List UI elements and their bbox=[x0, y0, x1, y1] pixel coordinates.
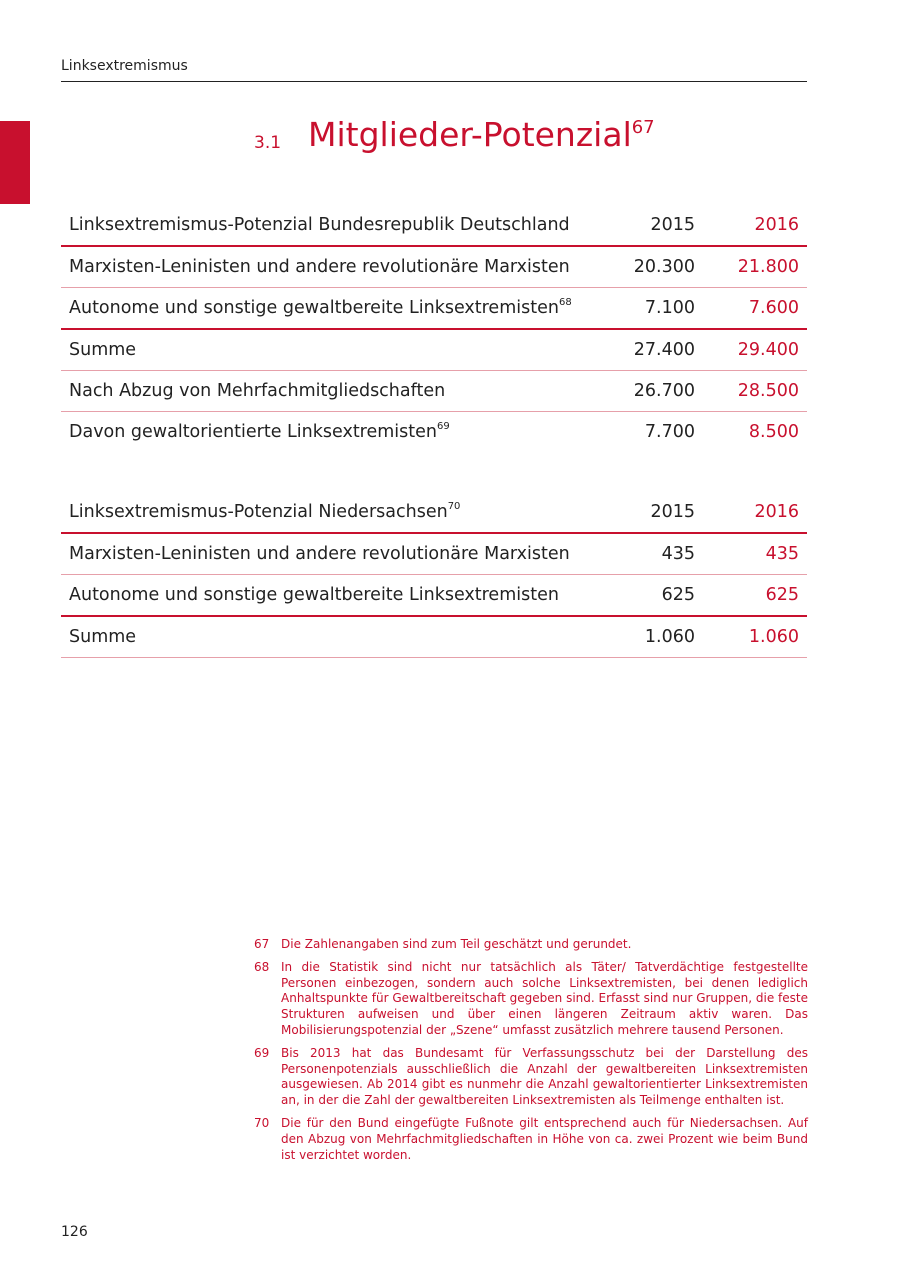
footnote-ref-67[interactable]: 67 bbox=[631, 117, 655, 138]
table-row bbox=[61, 246, 807, 288]
table-potenzial-niedersachsen bbox=[61, 492, 807, 658]
footnote-text: Bis 2013 hat das Bundesamt für Verfassungsschutz bei der Darstellung des Personenpotenzials ausschließlich die Anzahl der gewaltbereiten Linksextremisten ausgewiesen. Ab 2014 gibt es nunmehr die Anzahl gewaltorientierter Linksextremisten an, in der die Zahl der gewaltbereiten Linksextremisten als Teilmenge enthalten ist. bbox=[281, 1045, 808, 1108]
table-row-sum bbox=[61, 329, 807, 371]
section-title bbox=[308, 115, 655, 154]
page-number: 126 bbox=[61, 1224, 88, 1240]
footnote-70 bbox=[254, 1116, 808, 1163]
table-header-row bbox=[61, 205, 807, 246]
section-title-text: Mitglieder-Potenzial bbox=[308, 115, 632, 154]
table-row-sum bbox=[61, 616, 807, 658]
footnote-text: Die für den Bund eingefügte Fußnote gilt entsprechend auch für Niedersachsen. Auf den Abzug von Mehrfachmitgliedschaften in Höhe von ca. zwei Prozent wie beim Bund ist verzichtet worden. bbox=[281, 1115, 808, 1162]
section-number: 3.1 bbox=[254, 133, 282, 153]
value-2015: 1.060 bbox=[595, 616, 695, 658]
table-row bbox=[61, 371, 807, 412]
table-header-label-text: Linksextremismus-Potenzial Niedersachsen bbox=[69, 502, 448, 522]
row-label-text: Davon gewaltorientierte Linksextremisten bbox=[69, 422, 438, 442]
row-label bbox=[61, 412, 595, 453]
value-2016: 28.500 bbox=[695, 371, 807, 412]
value-2015: 20.300 bbox=[595, 246, 695, 288]
footnote-67 bbox=[254, 937, 808, 953]
table-row bbox=[61, 288, 807, 330]
table-potenzial-bund bbox=[61, 205, 807, 452]
value-2015: 27.400 bbox=[595, 329, 695, 371]
year-2016-header: 2016 bbox=[695, 205, 807, 246]
footnote-number: 68 bbox=[254, 959, 270, 974]
table-row bbox=[61, 533, 807, 575]
footnote-number: 70 bbox=[254, 1115, 270, 1130]
table-header-row bbox=[61, 492, 807, 533]
year-2015-header: 2015 bbox=[595, 492, 695, 533]
value-2016: 8.500 bbox=[748, 422, 799, 442]
row-label: Marxisten-Leninisten und andere revolutionäre Marxisten bbox=[61, 246, 595, 288]
year-2015-header: 2015 bbox=[595, 205, 695, 246]
value-2016: 1.060 bbox=[695, 616, 807, 658]
table-header-label: Linksextremismus-Potenzial Bundesrepublik Deutschland bbox=[61, 205, 595, 246]
footnote-number: 67 bbox=[254, 937, 270, 951]
footnote-text: Die Zahlenangaben sind zum Teil geschätzt und gerundet. bbox=[281, 937, 632, 951]
value-2015: 625 bbox=[595, 575, 695, 617]
value-2016: 21.800 bbox=[695, 246, 807, 288]
value-2015: 7.100 bbox=[595, 288, 695, 330]
value-2015: 26.700 bbox=[595, 371, 695, 412]
table-row bbox=[61, 412, 807, 453]
table-header-label bbox=[61, 492, 595, 533]
row-label: Autonome und sonstige gewaltbereite Linksextremisten bbox=[61, 575, 595, 617]
footnote-69 bbox=[254, 1046, 808, 1109]
footnote-68 bbox=[254, 960, 808, 1039]
row-label: Summe bbox=[61, 329, 595, 371]
chapter-tab-marker bbox=[0, 121, 30, 204]
value-2016: 625 bbox=[695, 575, 807, 617]
footnote-ref-69[interactable]: 69 bbox=[437, 421, 450, 432]
row-label: Marxisten-Leninisten und andere revolutionäre Marxisten bbox=[61, 533, 595, 575]
row-label: Summe bbox=[61, 616, 595, 658]
row-label bbox=[61, 288, 595, 330]
value-2016: 435 bbox=[695, 533, 807, 575]
value-2016: 7.600 bbox=[695, 288, 807, 330]
value-2015: 7.700 bbox=[644, 422, 695, 442]
footnote-text: In die Statistik sind nicht nur tatsächlich als Täter/ Tatverdächtige festgestellte Personen einbezogen, sondern auch solche Linksextremisten, bei denen lediglich Anhaltspunkte für Gewaltbereitschaft gegeben sind. Erfasst sind nur Gruppen, die feste Strukturen aufweisen und über einen längeren Zeitraum aktiv waren. Das Mobilisierungspotenzial der „Szene“ umfasst zusätzlich mehrere tausend Personen. bbox=[281, 959, 808, 1037]
row-label-text: Autonome und sonstige gewaltbereite Linksextremisten bbox=[69, 298, 559, 318]
value-2015: 435 bbox=[595, 533, 695, 575]
year-2016-header: 2016 bbox=[695, 492, 807, 533]
footnote-ref-70[interactable]: 70 bbox=[447, 501, 461, 512]
footnote-ref-68[interactable]: 68 bbox=[558, 297, 572, 308]
footnote-number: 69 bbox=[254, 1045, 270, 1060]
row-label: Nach Abzug von Mehrfachmitgliedschaften bbox=[61, 371, 595, 412]
footnotes bbox=[254, 937, 808, 1170]
header-rule bbox=[61, 81, 807, 82]
value-2016: 29.400 bbox=[695, 329, 807, 371]
table-row bbox=[61, 575, 807, 617]
running-header: Linksextremismus bbox=[61, 58, 188, 74]
